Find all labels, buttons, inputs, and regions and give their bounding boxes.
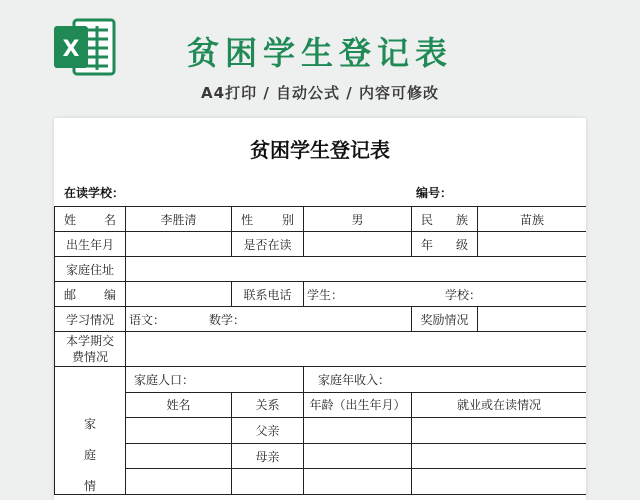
study-value[interactable]	[126, 307, 412, 332]
birth-value[interactable]	[126, 232, 232, 257]
family-income-cell[interactable]	[304, 367, 587, 393]
phone-label: 联系电话	[232, 282, 304, 307]
ethnicity-label: 民 族	[412, 207, 478, 232]
registration-form-table	[54, 206, 586, 495]
member-name[interactable]	[126, 443, 232, 469]
table-row	[55, 307, 587, 332]
award-value[interactable]	[478, 307, 587, 332]
address-value[interactable]	[126, 257, 587, 282]
phone-value[interactable]	[304, 282, 587, 307]
name-value[interactable]: 李胜清	[126, 207, 232, 232]
table-row	[55, 418, 587, 444]
table-row	[55, 443, 587, 469]
banner-subtitle: A4打印 / 自动公式 / 内容可修改	[201, 84, 439, 102]
table-row	[55, 469, 587, 495]
postcode-label: 邮 编	[55, 282, 126, 307]
table-row	[55, 282, 587, 307]
gender-label: 性 别	[232, 207, 304, 232]
table-row	[55, 332, 587, 367]
member-name[interactable]	[126, 469, 232, 495]
ethnicity-value[interactable]: 苗族	[478, 207, 587, 232]
excel-icon-letter: X	[62, 37, 80, 62]
family-population-label: 家庭人口：	[134, 372, 195, 387]
in-school-value[interactable]	[304, 232, 412, 257]
math-score-label: 数学：	[209, 312, 246, 327]
member-relation[interactable]: 母亲	[232, 443, 304, 469]
member-header-relation: 关系	[232, 392, 304, 418]
banner	[0, 0, 640, 118]
address-label: 家庭住址	[55, 257, 126, 282]
family-label: 家 庭 情	[55, 367, 126, 495]
table-row	[55, 392, 587, 418]
member-header-age: 年龄（出生年月）	[304, 392, 412, 418]
member-header-name: 姓名	[126, 392, 232, 418]
grade-value[interactable]	[478, 232, 587, 257]
fee-label: 本学期交 费情况	[55, 332, 126, 367]
member-header-status: 就业或在读情况	[412, 392, 587, 418]
document-page	[54, 118, 586, 500]
number-field-label: 编号：	[416, 186, 453, 200]
chinese-score-label: 语文：	[129, 312, 166, 327]
student-phone-label: 学生：	[307, 287, 344, 302]
document-title: 贫困学生登记表	[250, 138, 390, 162]
table-row	[55, 232, 587, 257]
member-relation[interactable]: 父亲	[232, 418, 304, 444]
member-relation[interactable]	[232, 469, 304, 495]
fee-value[interactable]	[126, 332, 587, 367]
gender-value[interactable]: 男	[304, 207, 412, 232]
member-age[interactable]	[304, 469, 412, 495]
in-school-label: 是否在读	[232, 232, 304, 257]
grade-label: 年 级	[412, 232, 478, 257]
family-income-label: 家庭年收入：	[318, 372, 391, 387]
table-row	[55, 367, 587, 393]
family-population-cell[interactable]	[126, 367, 304, 393]
banner-title: 贫困学生登记表	[186, 34, 453, 72]
school-field-label: 在读学校：	[64, 186, 125, 200]
member-age[interactable]	[304, 418, 412, 444]
member-age[interactable]	[304, 443, 412, 469]
school-phone-label: 学校：	[445, 287, 482, 302]
member-status[interactable]	[412, 418, 587, 444]
table-row	[55, 257, 587, 282]
table-row	[55, 207, 587, 232]
name-label: 姓 名	[55, 207, 126, 232]
member-name[interactable]	[126, 418, 232, 444]
member-status[interactable]	[412, 469, 587, 495]
study-label: 学习情况	[55, 307, 126, 332]
birth-label: 出生年月	[55, 232, 126, 257]
excel-icon	[52, 18, 116, 76]
award-label: 奖励情况	[412, 307, 478, 332]
member-status[interactable]	[412, 443, 587, 469]
postcode-value[interactable]	[126, 282, 232, 307]
